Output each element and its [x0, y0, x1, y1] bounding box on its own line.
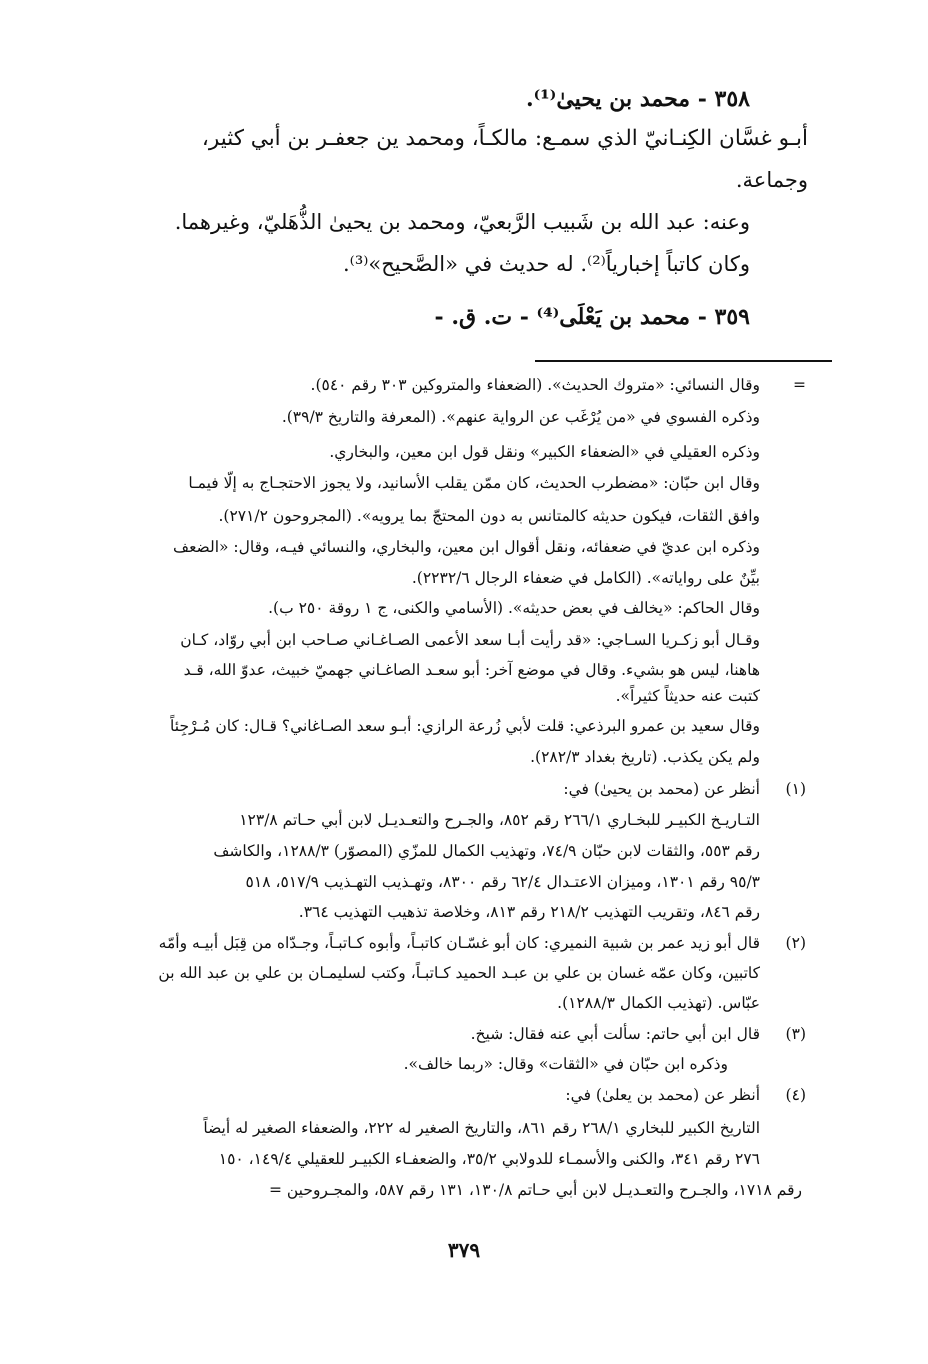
page-number: ٣٧٩: [447, 1238, 481, 1262]
footnote-line: كاتبين، وكان عمّه غسان بن علي بن عبـد الحميد كـاتبـاً، وكتب لسليمـان بن علي بن عبد الله بن: [158, 964, 760, 982]
footnote-line: قال ابن أبي حاتم: سألت أبي عنه فقال: شيخ.: [470, 1025, 760, 1043]
entry-heading-359: ٣٥٩ - محمد بن يَعْلَى⁽⁴⁾ - ت. ق. -: [434, 304, 750, 330]
footnote-number: (٤): [785, 1086, 806, 1104]
footnote-divider: [535, 360, 832, 362]
footnote-line: وافق الثقات، فيكون حديثه كالمتانس به دون المحتجّ بما يرويه». (المجروحون ٢٧١/٢).: [218, 507, 760, 525]
footnote-line: كتبت عنه حديثاً كثيراً».: [615, 687, 760, 705]
entry-heading-358: ٣٥٨ - محمد بن يحيىٰ⁽¹⁾.: [525, 86, 750, 112]
footnote-line: وقال النسائي: «متروك الحديث». (الضعفاء والمتروكين ٣٠٣ رقم ٥٤٠).: [310, 376, 760, 394]
main-text-line: وجماعة.: [735, 168, 808, 192]
footnote-line: ولم يكن يكذب. (تاريخ بغداد ٢٨٢/٣).: [530, 748, 760, 766]
footnote-line: وذكره الفسوي في «من يُرْغَب عن الرواية عنهم». (المعرفة والتاريخ ٣٩/٣).: [281, 408, 760, 426]
footnote-line: التاريخ الكبير للبخاري ٢٦٨/١ رقم ٨٦١، والتاريخ الصغير له ٢٢٢، والضعفاء الصغير له أيضاً: [203, 1119, 760, 1137]
continuation-mark: =: [793, 376, 806, 394]
footnote-line: ٩٥/٣ رقم ١٣٠١، وميزان الاعتـدال ٦٢/٤ رقم ٨٣٠٠، وتهـذيب التهـذيب ٥١٧/٩، ٥١٨: [245, 873, 760, 891]
footnote-line: عبّاس. (تهذيب الكمال ١٢٨٨/٣).: [557, 994, 760, 1012]
main-text-line: أبـو غسَّان الكِنـانيّ الذي سمـع: مالكـاً، ومحمد ين جعفـر بن أبي كثير،: [201, 126, 808, 151]
footnote-line: أنظر عن (محمد بن يحيىٰ) في:: [563, 780, 760, 798]
footnote-line: هاهنا، ليس هو بشيء. وقال في موضع آخر: أبو سعـد الصاغـاني جهميّ خبيث، عدوّ الله، قـد: [183, 661, 760, 679]
footnote-line: بيِّنٌ على رواياته». (الكامل في ضعفاء الرجال ٢٢٣٢/٦).: [411, 569, 760, 587]
footnote-line: رقم ٥٥٣، والثقات لابن حبّان ٧٤/٩، وتهذيب الكمال للمزّي (المصوّر) ١٢٨٨/٣، والكاشف: [213, 842, 760, 860]
main-text-line: وعنه: عبد الله بن شَبيب الرَّبعيّ، ومحمد بن يحيىٰ الذُّهَليّ، وغيرهما.: [174, 210, 750, 234]
footnote-number: (١): [785, 780, 806, 798]
footnote-line: وقال سعيد بن عمرو البرذعي: قلت لأبي زُرعة الرازي: أبـو سعد الصـاغاني؟ قـال: كان مُـرْجِئاً: [170, 717, 760, 735]
footnote-line: وقال ابن حبّان: «مضطرب الحديث، كان ممّن يقلب الأسانيد، ولا يجوز الاحتجـاج به إلّا فيمـا: [188, 474, 760, 492]
footnote-number: (٢): [785, 934, 806, 952]
footnote-line: وقـال أبو زكـريا السـاجي: «قد رأيت أبـا سعد الأعمى الصـاغـاني صـاحب ابن أبي روّاد، كـان: [180, 631, 760, 649]
footnote-line: وذكره ابن حبّان في «الثقات» وقال: «ربما خالف».: [403, 1055, 728, 1073]
footnote-line: ٢٧٦ رقم ٣٤١، والكنى والأسمـاء للدولابي ٣٥/٢، والضعفـاء الكبيـر للعقيلي ١٤٩/٤، ١٥٠: [218, 1150, 760, 1168]
footnote-line: أنظر عن (محمد بن يعلىٰ) في:: [565, 1086, 760, 1104]
main-text-line: وكان كاتباً إخبارياً⁽²⁾. له حديث في «الصَّحيح»⁽³⁾.: [342, 252, 750, 276]
footnote-line: رقم ٨٤٦، وتقريب التهذيب ٢١٨/٢ رقم ٨١٣، وخلاصة تذهيب التهذيب ٣٦٤.: [298, 903, 760, 921]
footnote-line: وقال الحاكم: «يخالف في بعض حديثه». (الأسامي والكنى، ج ١ روقة ٢٥٠ ب).: [268, 599, 760, 617]
footnote-line: رقم ١٧١٨، والجـرح والتعـديـل لابن أبي حـاتم ١٣٠/٨، ١٣١ رقم ٥٨٧، والمجـروحين =: [268, 1181, 802, 1199]
footnote-line: وذكره ابن عديّ في ضعفائه، ونقل أقوال ابن معين، والبخاري، والنسائي فيـه، وقال: «الضعف: [173, 538, 760, 556]
footnote-line: قال أبو زيد عمر بن شبية النميري: كان أبو غسّـان كاتبـاً، وأبوه كـاتبـاً، وجـدّاه من قِبَل أبيـه وأمّه: [158, 934, 760, 952]
footnote-number: (٣): [785, 1025, 806, 1043]
footnote-line: وذكره العقيلي في «الضعفاء الكبير» ونقل قول ابن معين، والبخاري.: [329, 443, 760, 461]
footnote-line: التـاريـخ الكبيـر للبخـاري ٢٦٦/١ رقم ٨٥٢، والجـرح والتعـديـل لابن أبي حـاتم ١٢٣/٨: [239, 811, 760, 829]
